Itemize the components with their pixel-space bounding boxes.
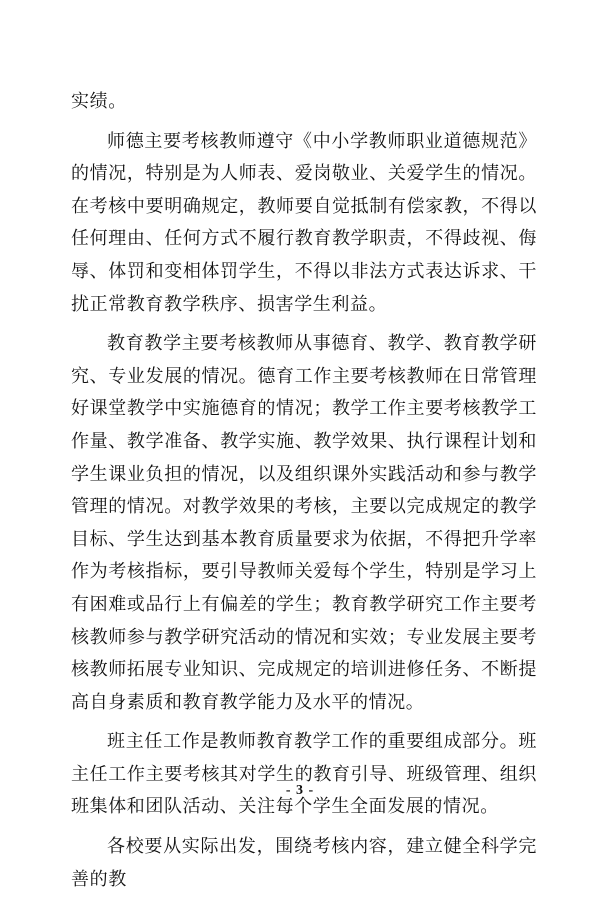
paragraph-school-requirements: 各校要从实际出发，围绕考核内容，建立健全科学完善的教: [71, 836, 537, 890]
paragraph-teacher-ethics: 师德主要考核教师遵守《中小学教师职业道德规范》的情况，特别是为人师表、爱岗敬业、关爱学生的情况。在考核中要明确规定，教师要自觉抵制有偿家教，不得以任何理由、任何方式不履行教育教学职责，不得歧视、侮辱、体罚和变相体罚学生，不得以非法方式表达诉求、干扰正常教育教学秩序、损害学生利益。: [71, 130, 537, 315]
paragraph-head-teacher-work: 班主任工作是教师教育教学工作的重要组成部分。班主任工作主要考核其对学生的教育引导、班级管理、组织班集体和团队活动、关注每个学生全面发展的情况。: [71, 731, 537, 818]
page-number: - 3 -: [285, 783, 315, 798]
paragraph-continuation: 实绩。: [71, 91, 127, 112]
document-body: [71, 86, 537, 903]
paragraph-education-teaching: 教育教学主要考核教师从事德育、教学、教育教学研究、专业发展的情况。德育工作主要考核教师在日常管理好课堂教学中实施德育的情况；教学工作主要考核教学工作量、教学准备、教学实施、教学效果、执行课程计划和学生课业负担的情况，以及组织课外实践活动和参与教学管理的情况。对教学效果的考核，主要以完成规定的教学目标、学生达到基本教育质量要求为依据，不得把升学率作为考核指标，要引导教师关爱每个学生，特别是学习上有困难或品行上有偏差的学生；教育教学研究工作主要考核教师参与教学研究活动的情况和实效；专业发展主要考核教师拓展专业知识、完成规定的培训进修任务、不断提高自身素质和教育教学能力及水平的情况。: [71, 333, 537, 713]
